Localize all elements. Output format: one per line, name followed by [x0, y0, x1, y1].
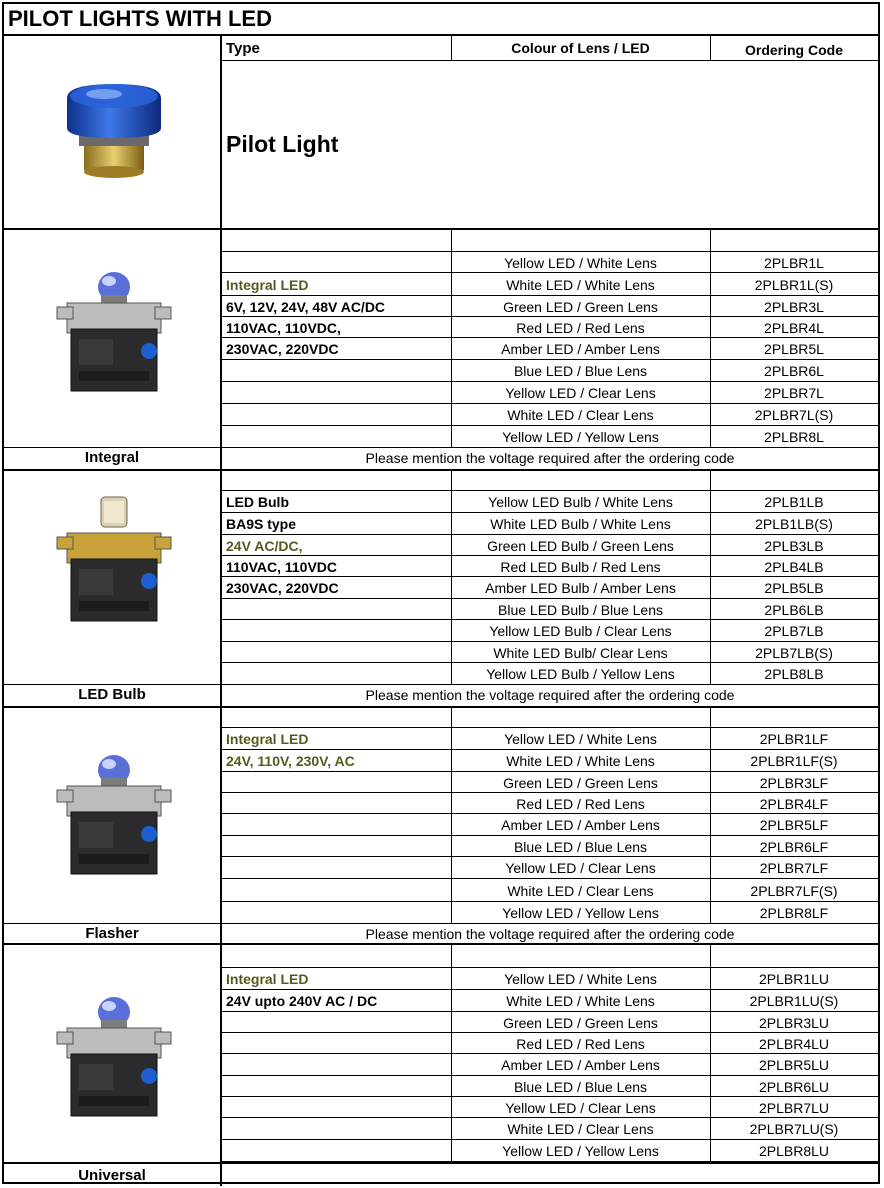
colour-cell: Yellow LED / Clear Lens [505, 1099, 656, 1116]
ordering-code-cell: 2PLBR3LF [759, 774, 829, 791]
row-rule [220, 619, 878, 620]
ordering-code-cell: 2PLBR7L(S) [754, 407, 834, 423]
ordering-code-cell: 2PLBR1L(S) [754, 276, 834, 293]
ordering-code-cell: 2PLB3LB [764, 537, 824, 554]
ordering-code-cell: 2PLB4LB [764, 558, 824, 575]
row-rule [220, 512, 878, 513]
ordering-code-cell: 2PLBR6L [764, 363, 824, 379]
colour-cell: Red LED Bulb / Red Lens [500, 558, 661, 575]
ordering-code-cell: 2PLBR4LU [758, 1035, 830, 1052]
ordering-code-cell: 2PLBR8LU [758, 1143, 830, 1159]
row-rule [220, 1011, 878, 1012]
voltage-note: Please mention the voltage required after the ordering code [365, 450, 735, 466]
row-rule [220, 727, 878, 728]
colour-cell: White LED / Clear Lens [507, 882, 654, 899]
row-rule [220, 555, 878, 556]
colour-cell: Green LED Bulb / Green Lens [487, 537, 674, 554]
ordering-code-cell: 2PLBR7LU [758, 1099, 830, 1116]
ordering-code-cell: 2PLB1LB [764, 494, 824, 510]
ordering-code-cell: 2PLB1LB(S) [755, 516, 833, 532]
ordering-code-cell: 2PLBR6LU [758, 1078, 830, 1095]
spec-text: Integral LED [226, 276, 309, 293]
section-label: Universal [78, 1167, 146, 1184]
colour-cell: White LED / White Lens [506, 276, 655, 293]
section-bottom-rule [4, 469, 878, 471]
blue-pilot-light-photo [49, 76, 179, 186]
row-rule [220, 359, 878, 360]
ordering-code-cell: 2PLBR1LU(S) [749, 993, 839, 1009]
colour-cell: White LED / White Lens [506, 753, 655, 769]
spec-text: Integral LED [226, 731, 309, 747]
row-rule [220, 878, 878, 879]
spec-text: 110VAC, 110VDC, [226, 319, 341, 336]
row-rule [220, 1053, 878, 1054]
colour-cell: Amber LED / Amber Lens [501, 1057, 660, 1073]
row-rule [220, 1096, 878, 1097]
ordering-code-cell: 2PLBR7LF(S) [750, 882, 838, 899]
colour-cell: White LED Bulb/ Clear Lens [493, 644, 668, 661]
ordering-code-cell: 2PLBR5L [764, 341, 824, 357]
colour-cell: White LED Bulb / White Lens [490, 516, 671, 532]
row-rule [220, 337, 878, 338]
colour-cell: Red LED / Red Lens [516, 319, 645, 336]
row-rule [220, 1032, 878, 1033]
ordering-code-cell: 2PLBR5LF [759, 817, 829, 833]
colour-cell: Yellow LED Bulb / White Lens [488, 494, 673, 510]
row-rule [220, 534, 878, 535]
spec-text: 6V, 12V, 24V, 48V AC/DC [226, 298, 386, 315]
product-name: Pilot Light [226, 131, 339, 157]
colour-cell: Yellow LED / Clear Lens [505, 860, 656, 876]
header-type: Type [226, 40, 260, 57]
spec-text: 24V upto 240V AC / DC [226, 993, 378, 1009]
ordering-code-cell: 2PLB7LB [764, 623, 824, 639]
ordering-code-cell: 2PLBR7LF [759, 860, 829, 876]
row-rule [220, 856, 878, 857]
spec-text: 230VAC, 220VDC [226, 580, 339, 596]
ordering-code-cell: 2PLBR7L [764, 385, 824, 401]
ordering-code-cell: 2PLBR1LU [758, 971, 830, 987]
row-rule [220, 1117, 878, 1118]
ordering-code-cell: 2PLB7LB(S) [755, 644, 833, 661]
row-rule [220, 813, 878, 814]
ordering-code-cell: 2PLBR8L [764, 429, 824, 445]
colour-cell: Amber LED Bulb / Amber Lens [485, 580, 676, 596]
header-rule [220, 60, 878, 61]
row-rule [220, 403, 878, 404]
section-label: Integral [84, 449, 140, 466]
voltage-note: Please mention the voltage required after the ordering code [365, 926, 735, 942]
ordering-code-cell: 2PLBR1LF [759, 731, 829, 747]
ordering-code-cell: 2PLBR7LU(S) [749, 1121, 839, 1137]
led-bulb-holder [49, 489, 179, 629]
ordering-code-cell: 2PLB5LB [764, 580, 824, 596]
ordering-code-cell: 2PLBR3L [764, 298, 824, 315]
row-rule [220, 425, 878, 426]
row-rule [220, 967, 878, 968]
colour-cell: Amber LED / Amber Lens [501, 341, 660, 357]
ordering-code-cell: 2PLBR4L [764, 319, 824, 336]
colour-cell: Yellow LED / Yellow Lens [502, 429, 659, 445]
spec-text: BA9S type [226, 516, 297, 532]
colour-cell: Yellow LED / White Lens [504, 731, 657, 747]
row-rule [220, 576, 878, 577]
colour-cell: Yellow LED / Yellow Lens [502, 905, 659, 921]
ordering-code-cell: 2PLB8LB [764, 666, 824, 682]
pilot-lights-sheet [2, 2, 880, 1184]
colour-cell: Green LED / Green Lens [503, 1014, 658, 1031]
row-rule [220, 316, 878, 317]
colour-cell: Red LED / Red Lens [516, 1035, 645, 1052]
row-rule [220, 1139, 878, 1140]
row-rule [220, 835, 878, 836]
ordering-code-cell: 2PLBR5LU [758, 1057, 830, 1073]
header-code: Ordering Code [744, 42, 843, 58]
label-rule [4, 1162, 878, 1164]
row-rule [220, 598, 878, 599]
voltage-note: Please mention the voltage required after the ordering code [365, 687, 735, 703]
row-rule [220, 381, 878, 382]
colour-cell: Blue LED / Blue Lens [513, 1078, 648, 1095]
integral-led-block [49, 259, 179, 399]
colour-cell: Yellow LED / White Lens [504, 971, 657, 987]
universal-led-block [49, 984, 179, 1124]
row-rule [220, 295, 878, 296]
row-rule [220, 792, 878, 793]
spec-text: 24V, 110V, 230V, AC [226, 753, 355, 769]
colour-cell: Green LED / Green Lens [503, 774, 658, 791]
colour-cell: Blue LED / Blue Lens [513, 363, 648, 379]
section-bottom-rule [4, 943, 878, 945]
colour-cell: White LED / Clear Lens [507, 407, 654, 423]
row-rule [220, 771, 878, 772]
row-rule [220, 749, 878, 750]
row-rule [220, 1075, 878, 1076]
row-rule [220, 490, 878, 491]
spec-text: 110VAC, 110VDC [226, 558, 338, 575]
colour-cell: Yellow LED / Clear Lens [505, 385, 656, 401]
colour-cell: White LED / White Lens [506, 993, 655, 1009]
ordering-code-cell: 2PLBR1LF(S) [750, 753, 838, 769]
colour-cell: Yellow LED / Yellow Lens [502, 1143, 659, 1159]
spec-text: 230VAC, 220VDC [226, 341, 339, 357]
section-label: LED Bulb [78, 686, 146, 703]
header-colour: Colour of Lens / LED [511, 40, 650, 56]
flasher-led-block [49, 742, 179, 882]
column-divider-photo [220, 36, 222, 1186]
section-bottom-rule [4, 706, 878, 708]
page-title: PILOT LIGHTS WITH LED [4, 4, 878, 36]
row-rule [220, 901, 878, 902]
colour-cell: Blue LED Bulb / Blue Lens [498, 601, 663, 618]
row-rule [220, 251, 878, 252]
spec-text: 24V AC/DC, [226, 537, 303, 554]
row-rule [220, 662, 878, 663]
colour-cell: Red LED / Red Lens [516, 795, 645, 812]
colour-cell: Green LED / Green Lens [503, 298, 658, 315]
ordering-code-cell: 2PLBR8LF [759, 905, 829, 921]
colour-cell: Amber LED / Amber Lens [501, 817, 660, 833]
ordering-code-cell: 2PLBR1L [764, 254, 824, 271]
ordering-code-cell: 2PLB6LB [764, 601, 824, 618]
colour-cell: Yellow LED / White Lens [504, 254, 657, 271]
colour-cell: Blue LED / Blue Lens [513, 838, 648, 855]
ordering-code-cell: 2PLBR3LU [758, 1014, 830, 1031]
label-rule [4, 447, 220, 448]
spec-text: LED Bulb [226, 494, 289, 510]
row-rule [220, 272, 878, 273]
header-bottom-rule [4, 228, 878, 230]
spec-text: Integral LED [226, 971, 309, 987]
colour-cell: Yellow LED Bulb / Clear Lens [489, 623, 672, 639]
section-label: Flasher [85, 925, 139, 942]
row-rule [220, 989, 878, 990]
label-rule [4, 684, 220, 685]
colour-cell: Yellow LED Bulb / Yellow Lens [486, 666, 675, 682]
colour-cell: White LED / Clear Lens [507, 1121, 654, 1137]
row-rule [220, 641, 878, 642]
label-rule [4, 923, 220, 924]
ordering-code-cell: 2PLBR6LF [759, 838, 829, 855]
ordering-code-cell: 2PLBR4LF [759, 795, 829, 812]
